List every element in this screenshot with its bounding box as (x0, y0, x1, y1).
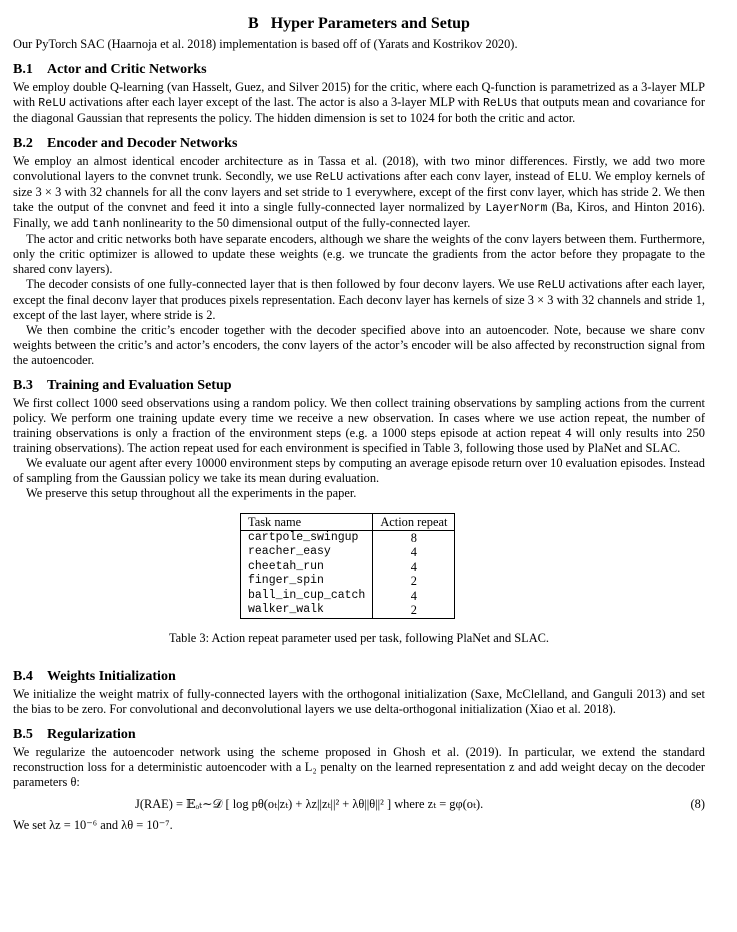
text-run: activations after each layer except of the last. The actor is also a 3-layer MLP with (65, 95, 483, 109)
table-row (241, 530, 455, 545)
repeat-cell: 2 (373, 574, 455, 589)
b5-paragraph: We regularize the autoencoder network using the scheme proposed in Ghosh et al. (2019). In particular, we extend the standard reconstruction loss for a deterministic autoencoder with a L₂ penalty on the learned representation z and add weight decay on the decoder parameters θ: (13, 744, 705, 789)
table-row (241, 589, 455, 604)
subsection-title: Regularization (47, 726, 136, 742)
subsection-heading-b1 (13, 61, 705, 78)
code-term: LayerNorm (485, 202, 548, 215)
text-run: . We employ kernels of size 3 × 3 with 32 channels for all the conv layers and set stride to 1 everywhere, except of the first conv layer, which has stride 2. We then take the output of the convnet and feed it into a single fully-connected layer normalized by (13, 169, 706, 214)
task-cell: walker_walk (248, 603, 324, 616)
subsection-heading-b3 (13, 377, 705, 394)
b3-paragraph-3: We preserve this setup throughout all the experiments in the paper. (26, 486, 357, 500)
b1-paragraph (13, 80, 705, 126)
text-run: We employ an almost identical encoder architecture as in Tassa et al. (2018), with two minor differences. Firstly, we add two more convolutional layers to the convnet trunk. Secondly, we use (13, 154, 705, 183)
text-run: nonlinearity to the 50 dimensional output of the fully-connected layer. (119, 216, 471, 230)
repeat-cell: 4 (373, 560, 455, 575)
text-run: The decoder consists of one fully-connected layer that is then followed by four deconv layers. We use (26, 277, 538, 291)
b2-paragraph-3 (13, 277, 705, 323)
table-row (241, 603, 455, 618)
task-cell: ball_in_cup_catch (248, 588, 366, 602)
table-header-row (241, 514, 455, 531)
subsection-heading-b5 (13, 726, 705, 743)
text-run: activations after each conv layer, instead of (343, 169, 568, 183)
b5-final-line: We set λz = 10⁻⁶ and λθ = 10⁻⁷. (13, 817, 173, 832)
subsection-number: B.5 (13, 726, 33, 742)
b2-paragraph-4: We then combine the critic’s encoder together with the decoder specified above into an autoencoder. Note, because we share conv weights between the critic’s and actor’s encoders, the conv layers of the actor’s encoder will be also affected by reconstruction signal from the autoencoder. (13, 323, 705, 367)
column-header-repeat: Action repeat (373, 514, 455, 531)
subsection-heading-b2 (13, 135, 705, 152)
subsection-title: Weights Initialization (47, 668, 176, 684)
subsection-number: B.4 (13, 668, 33, 684)
subsection-number: B.1 (13, 62, 33, 77)
subsection-heading-b4 (13, 668, 705, 685)
code-term: ReLU (537, 279, 566, 292)
code-term: tanh (92, 218, 120, 231)
table-caption: Table 3: Action repeat parameter used per task, following PlaNet and SLAC. (168, 630, 550, 645)
section-title: Hyper Parameters and Setup (270, 15, 470, 32)
action-repeat-table (240, 513, 455, 619)
text-run: activations after each layer, except the final deconv layer that produces pixels representation. Each deconv layer has kernels of size 3 × 3 with 32 channels and stride 1, except of the last layer, where stride is 2. (13, 277, 705, 322)
b3-paragraph-2: We evaluate our agent after every 10000 environment steps by computing an average episode return over 10 evaluation episodes. Instead of sampling from the Gaussian policy we take its mean during evaluation. (13, 456, 705, 485)
text-run: (Ba, Kiros, and Hinton 2016). Finally, we add (13, 200, 705, 230)
code-term: ReLUs (482, 97, 518, 110)
text-run: that outputs mean and covariance for the diagonal Gaussian that represents the policy. The hidden dimension is set to 1024 for both the critic and actor. (13, 95, 705, 125)
table-row (241, 545, 455, 560)
section-heading (13, 14, 705, 34)
code-term: ReLU (38, 97, 66, 110)
b2-paragraph-1 (13, 154, 705, 232)
table-container (240, 513, 705, 619)
subsection-title: Encoder and Decoder Networks (47, 136, 238, 151)
task-cell: cheetah_run (248, 559, 324, 573)
repeat-cell: 4 (373, 545, 455, 560)
table-row (241, 560, 455, 575)
equation-number: (8) (690, 796, 705, 811)
equation: J(RAE) = 𝔼ₒₜ∼𝒟 [ log pθ(oₜ|zₜ) + λz||zₜ||² + λθ||θ||² ] where zₜ = gφ(oₜ). (135, 796, 484, 811)
intro-paragraph: Our PyTorch SAC (Haarnoja et al. 2018) implementation is based off of (Yarats and Kostrikov 2020). (13, 37, 518, 51)
task-cell: finger_spin (248, 574, 324, 587)
subsection-title: Training and Evaluation Setup (47, 378, 232, 393)
text-run: We employ double Q-learning (van Hasselt, Guez, and Silver 2015) for the critic, where each Q-function is parametrized as a 3-layer MLP with (13, 80, 705, 109)
task-cell: reacher_easy (248, 545, 331, 558)
subsection-title: Actor and Critic Networks (47, 62, 207, 77)
code-term: ReLU (315, 171, 344, 184)
b3-paragraph-1: We first collect 1000 seed observations using a random policy. We then collect training observations by sampling actions from the current policy. We perform one training update every time we receive a new observation. In cases where we use action repeat, the number of training observations is only a fraction of the environment steps (e.g. a 1000 steps episode at action repeat 4 will only results into 250 training observations). The action repeat used for each environment is specified in Table 3, following those used by PlaNet and SLAC. (13, 396, 705, 455)
section-label: B (248, 15, 259, 32)
repeat-cell: 2 (373, 603, 455, 618)
code-term: ELU (567, 171, 589, 184)
repeat-cell: 8 (373, 530, 455, 545)
subsection-number: B.3 (13, 378, 33, 393)
subsection-number: B.2 (13, 136, 33, 151)
b2-paragraph-2: The actor and critic networks both have separate encoders, although we share the weights of the conv layers between them. Furthermore, only the critic optimizer is allowed to update these weights (e.g. we truncate the gradients from the actor before they propagate to the shared conv layers). (13, 232, 705, 276)
column-header-task: Task name (241, 514, 373, 531)
b4-paragraph: We initialize the weight matrix of fully-connected layers with the orthogonal initialization (Saxe, McClelland, and Ganguli 2013) and set the bias to be zero. For convolutional and deconvolutional layers we use delta-orthogonal initialization (Xiao et al. 2018). (13, 686, 705, 716)
equation-row (13, 794, 705, 816)
repeat-cell: 4 (373, 589, 455, 604)
table-row (241, 574, 455, 589)
task-cell: cartpole_swingup (248, 530, 359, 544)
